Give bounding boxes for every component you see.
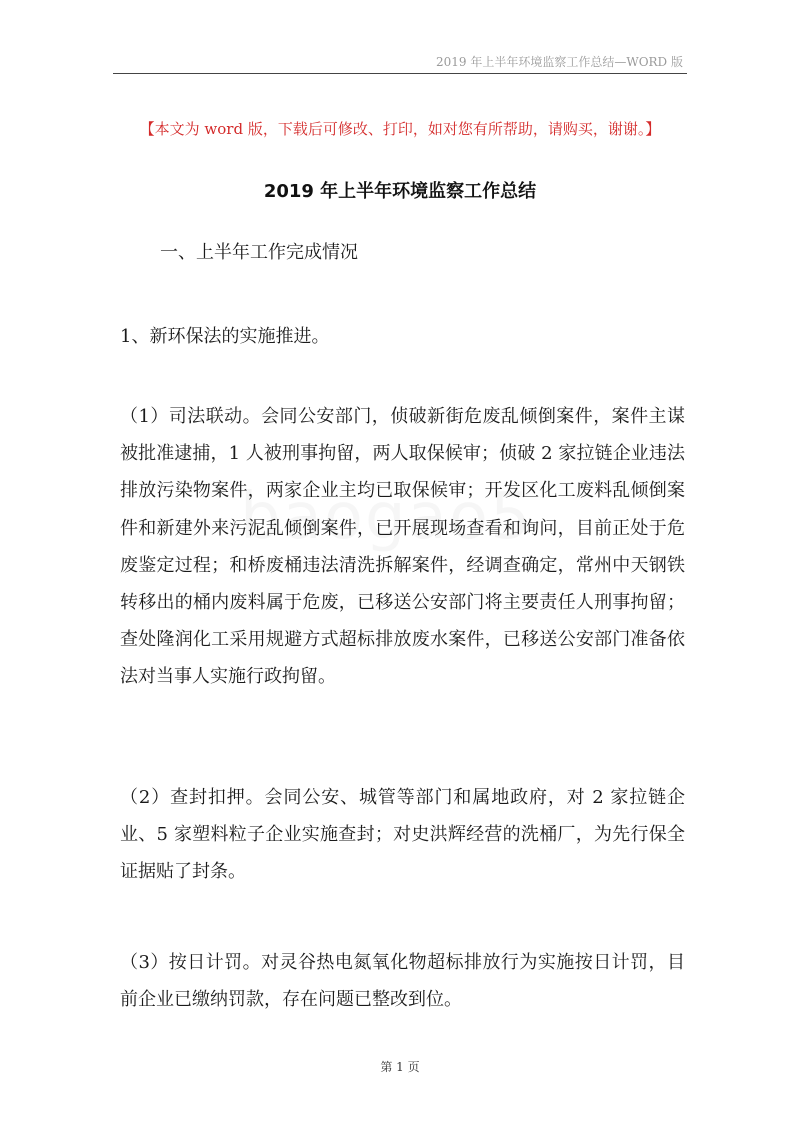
paragraph-seizure: （2）查封扣押。会同公安、城管等部门和属地政府，对 2 家拉链企业、5 家塑料粒子企业实施查封；对史洪辉经营的洗桶厂，为先行保全证据贴了封条。 — [120, 787, 685, 883]
paragraph-judicial-linkage: （1）司法联动。会同公安部门，侦破新街危废乱倾倒案件，案件主谋被批准逮捕，1 人被刑事拘留，两人取保候审；侦破 2 家拉链企业违法排放污染物案件，两家企业主均已取保候审；开发区化工废料乱倾倒案件和新建外来污泥乱倾倒案件，已开展现场查看和询问，目前正处于危废鉴定过程；和桥废桶违法清洗拆解案件，经调查确定，常州中天钢铁转移出的桶内废料属于危废，已移送公安部门将主要责任人刑事拘留；查处隆润化工采用规避方式超标排放废水案件，已移送公安部门准备依法对当事人实施行政拘留。 — [120, 406, 685, 688]
download-notice: 【本文为 word 版，下载后可修改、打印，如对您有所帮助，请购买，谢谢。】 — [139, 120, 661, 138]
header-divider — [113, 73, 687, 74]
paragraph-daily-penalty: （3）按日计罚。对灵谷热电氮氧化物超标排放行为实施按日计罚，目前企业已缴纳罚款，存在问题已整改到位。 — [120, 952, 685, 1011]
page-number: 第 1 页 — [380, 1060, 420, 1074]
running-header: 2019 年上半年环境监察工作总结—WORD 版 — [436, 55, 683, 69]
document-title: 2019 年上半年环境监察工作总结 — [263, 181, 537, 202]
section-heading: 一、上半年工作完成情况 — [160, 242, 358, 263]
subsection-heading: 1、新环保法的实施推进。 — [120, 326, 330, 347]
